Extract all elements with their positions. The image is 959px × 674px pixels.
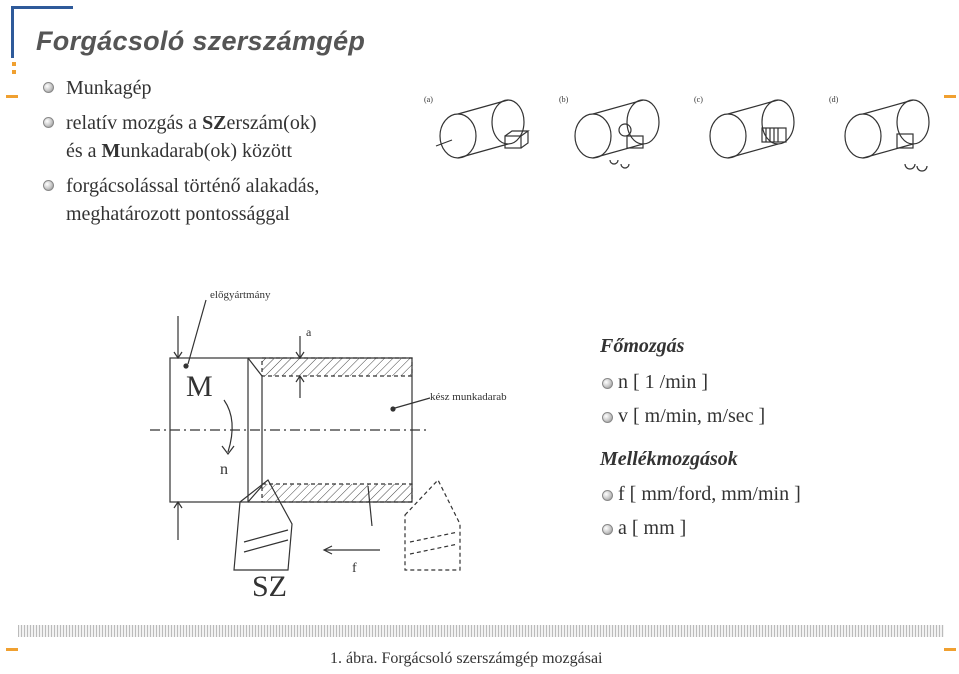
separator-band (18, 625, 944, 637)
orange-marker (6, 95, 18, 98)
heading-fomozgas: Főmozgás (600, 335, 685, 357)
orange-marker (944, 648, 956, 651)
bullet-icon (43, 82, 54, 93)
bullet-text: relatív mozgás a SZerszám(ok) (66, 112, 317, 134)
label-b: (b) (559, 95, 569, 104)
removed-material-bottom (262, 484, 412, 502)
label-elogyartmany: előgyártmány (210, 289, 271, 301)
fo-item-v: v [ m/min, m/sec ] (618, 405, 766, 427)
orange-dot (12, 70, 16, 74)
label-SZ: SZ (252, 570, 288, 603)
turning-diagram (140, 280, 570, 610)
rotation-arrow (224, 400, 232, 452)
tool-ghost-position (405, 480, 460, 570)
label-f: f (352, 561, 357, 576)
bullet-text: meghatározott pontossággal (66, 203, 290, 225)
orange-dot (12, 62, 16, 66)
bullet-icon (602, 524, 613, 535)
page-title: Forgácsoló szerszámgép (36, 26, 366, 56)
label-n: n (220, 461, 228, 478)
operation-d-illustration (845, 100, 929, 171)
bullet-icon (602, 490, 613, 501)
heading-mellekmozgasok: Mellékmozgások (600, 448, 738, 470)
leader-elogyartmany (188, 300, 206, 364)
operation-a-illustration (436, 100, 528, 158)
bullet-text: forgácsolással történő alakadás, (66, 175, 320, 197)
operation-b-illustration (575, 100, 659, 168)
label-kesz-munkadarab: kész munkadarab (430, 391, 507, 403)
fo-item-n: n [ 1 /min ] (618, 371, 708, 393)
label-a: (a) (424, 95, 433, 104)
label-a-dim: a (306, 325, 312, 339)
label-c: (c) (694, 95, 703, 104)
figure-caption: 1. ábra. Forgácsoló szerszámgép mozgásai (330, 650, 603, 667)
label-M: M (186, 370, 213, 403)
bullet-icon (43, 180, 54, 191)
orange-marker (6, 648, 18, 651)
bullet-text: Munkagép (66, 77, 152, 99)
label-d: (d) (829, 95, 839, 104)
bullet-icon (602, 378, 613, 389)
bullet-icon (43, 117, 54, 128)
operation-c-illustration (710, 100, 794, 158)
frame-horizontal-line (11, 6, 73, 9)
bullet-text: és a Munkadarab(ok) között (66, 140, 293, 162)
bullet-icon (602, 412, 613, 423)
mellek-item-f: f [ mm/ford, mm/min ] (618, 483, 801, 505)
removed-material-top (262, 358, 412, 376)
machining-operations-diagram (420, 88, 950, 188)
frame-vertical-line (11, 6, 14, 58)
mellek-item-a: a [ mm ] (618, 517, 687, 539)
